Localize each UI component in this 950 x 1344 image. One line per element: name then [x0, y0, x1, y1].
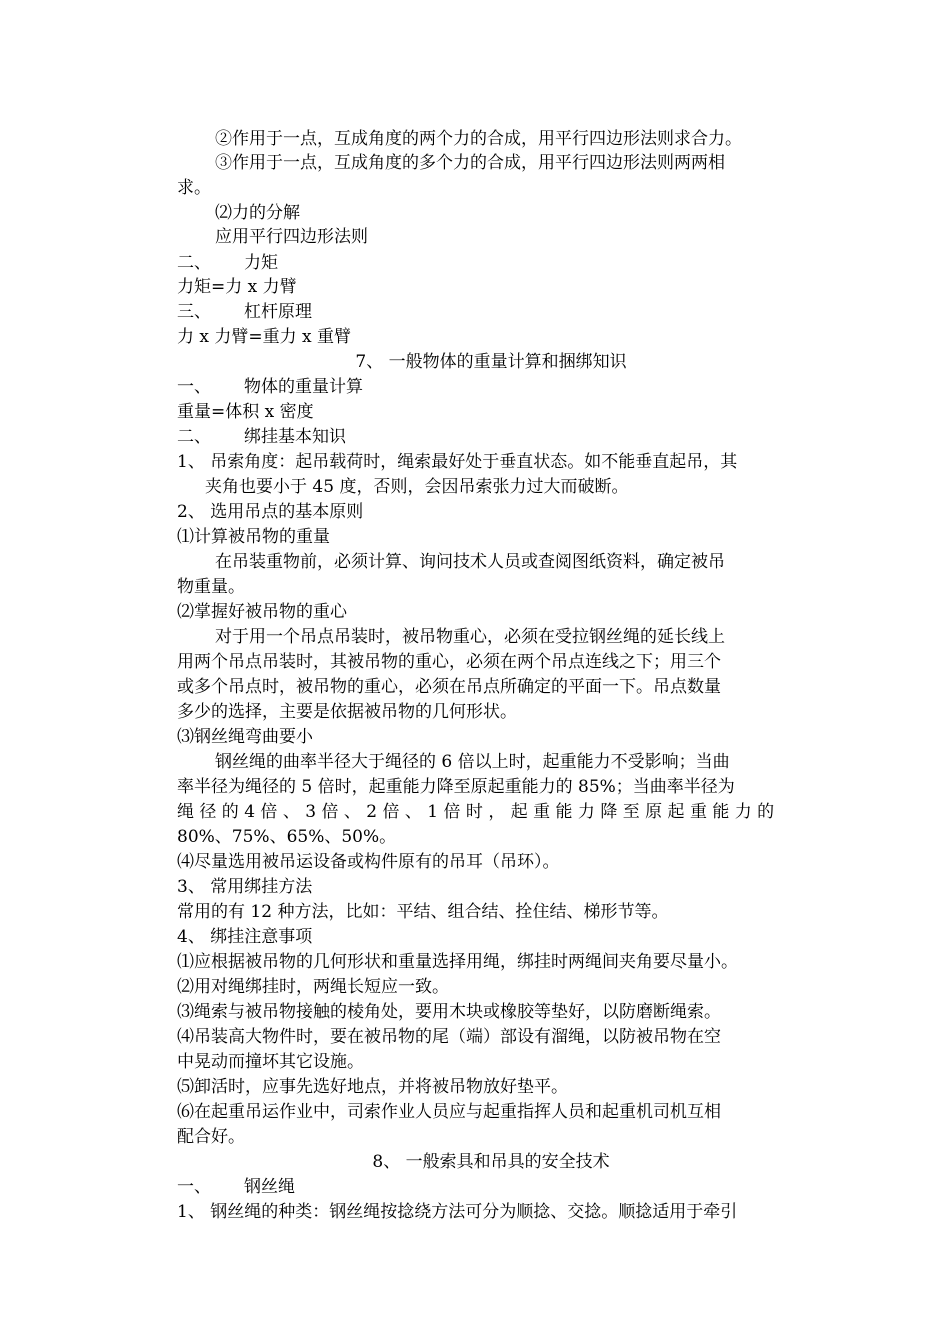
text-line: 3、 常用绑挂方法 — [177, 877, 313, 897]
text-line: 重量=体积 x 密度 — [177, 402, 314, 422]
text-line: 或多个吊点时，被吊物的重心，必须在吊点所确定的平面一下。吊点数量 — [177, 677, 721, 697]
text-line: 力矩=力 x 力臂 — [177, 277, 297, 297]
section-heading — [177, 425, 805, 449]
text-line: ②作用于一点，互成角度的两个力的合成，用平行四边形法则求合力。 — [215, 129, 742, 149]
section-title: 力矩 — [244, 253, 278, 273]
text-line: 2、 选用吊点的基本原则 — [177, 502, 364, 522]
text-line: ③作用于一点，互成角度的多个力的合成，用平行四边形法则两两相 — [215, 153, 725, 173]
text-line: 绳 径 的 4 倍 、 3 倍 、 2 倍 、 1 倍 时 ， 起 重 能 力 降 至 原 起 重 能 力 的 — [177, 802, 775, 822]
chapter-title: 8、 一般索具和吊具的安全技术 — [372, 1152, 610, 1172]
section-number: 二、 — [177, 427, 211, 447]
text-line: 率半径为绳径的 5 倍时，起重能力降至原起重能力的 85%；当曲率半径为 — [177, 777, 735, 797]
text-line: 中晃动而撞坏其它设施。 — [177, 1052, 364, 1072]
text-line: 钢丝绳的曲率半径大于绳径的 6 倍以上时，起重能力不受影响；当曲 — [215, 752, 730, 772]
text-line: ⑷吊装高大物件时，要在被吊物的尾（端）部设有溜绳，以防被吊物在空 — [177, 1027, 721, 1047]
text-line: 在吊装重物前，必须计算、询问技术人员或查阅图纸资料，确定被吊 — [215, 552, 725, 572]
text-line: 1、 吊索角度：起吊载荷时，绳索最好处于垂直状态。如不能垂直起吊，其 — [177, 452, 738, 472]
text-line: ⑶绳索与被吊物接触的棱角处，要用木块或橡胶等垫好，以防磨断绳索。 — [177, 1002, 721, 1022]
section-heading — [177, 1175, 805, 1199]
section-number: 二、 — [177, 253, 211, 273]
text-line: 应用平行四边形法则 — [215, 227, 368, 247]
text-line: ⑶钢丝绳弯曲要小 — [177, 727, 313, 747]
section-number: 三、 — [177, 302, 211, 322]
text-line: 配合好。 — [177, 1127, 245, 1147]
text-line: ⑴计算被吊物的重量 — [177, 527, 330, 547]
section-heading — [177, 251, 805, 275]
text-line: 对于用一个吊点吊装时，被吊物重心，必须在受拉钢丝绳的延长线上 — [215, 627, 725, 647]
section-heading — [177, 375, 805, 399]
text-line: ⑷尽量选用被吊运设备或构件原有的吊耳（吊环）。 — [177, 852, 560, 872]
text-line: 物重量。 — [177, 577, 245, 597]
text-line: ⑸卸活时，应事先选好地点，并将被吊物放好垫平。 — [177, 1077, 568, 1097]
section-title: 物体的重量计算 — [244, 377, 363, 397]
text-line: 1、 钢丝绳的种类：钢丝绳按捻绕方法可分为顺捻、交捻。顺捻适用于牵引 — [177, 1202, 738, 1222]
section-title: 钢丝绳 — [244, 1177, 295, 1197]
section-heading — [177, 300, 805, 324]
text-line: 4、 绑挂注意事项 — [177, 927, 313, 947]
text-line: 用两个吊点吊装时，其被吊物的重心，必须在两个吊点连线之下；用三个 — [177, 652, 721, 672]
text-line: 80%、75%、65%、50%。 — [177, 827, 397, 847]
chapter-title: 7、 一般物体的重量计算和捆绑知识 — [355, 352, 627, 372]
section-title: 杠杆原理 — [244, 302, 312, 322]
text-line: 求。 — [177, 178, 211, 198]
text-line: ⑵用对绳绑挂时，两绳长短应一致。 — [177, 977, 449, 997]
text-line: 多少的选择，主要是依据被吊物的几何形状。 — [177, 702, 517, 722]
section-number: 一、 — [177, 377, 211, 397]
text-line: 常用的有 12 种方法，比如：平结、组合结、拴住结、梯形节等。 — [177, 902, 669, 922]
section-title: 绑挂基本知识 — [244, 427, 346, 447]
text-line: 力 x 力臂=重力 x 重臂 — [177, 327, 352, 347]
text-line: ⑴应根据被吊物的几何形状和重量选择用绳，绑挂时两绳间夹角要尽量小。 — [177, 952, 738, 972]
text-line: ⑵掌握好被吊物的重心 — [177, 602, 347, 622]
text-line: ⑹在起重吊运作业中，司索作业人员应与起重指挥人员和起重机司机互相 — [177, 1102, 721, 1122]
text-line: ⑵力的分解 — [215, 203, 300, 223]
section-number: 一、 — [177, 1177, 211, 1197]
text-line: 夹角也要小于 45 度，否则，会因吊索张力过大而破断。 — [205, 477, 629, 497]
